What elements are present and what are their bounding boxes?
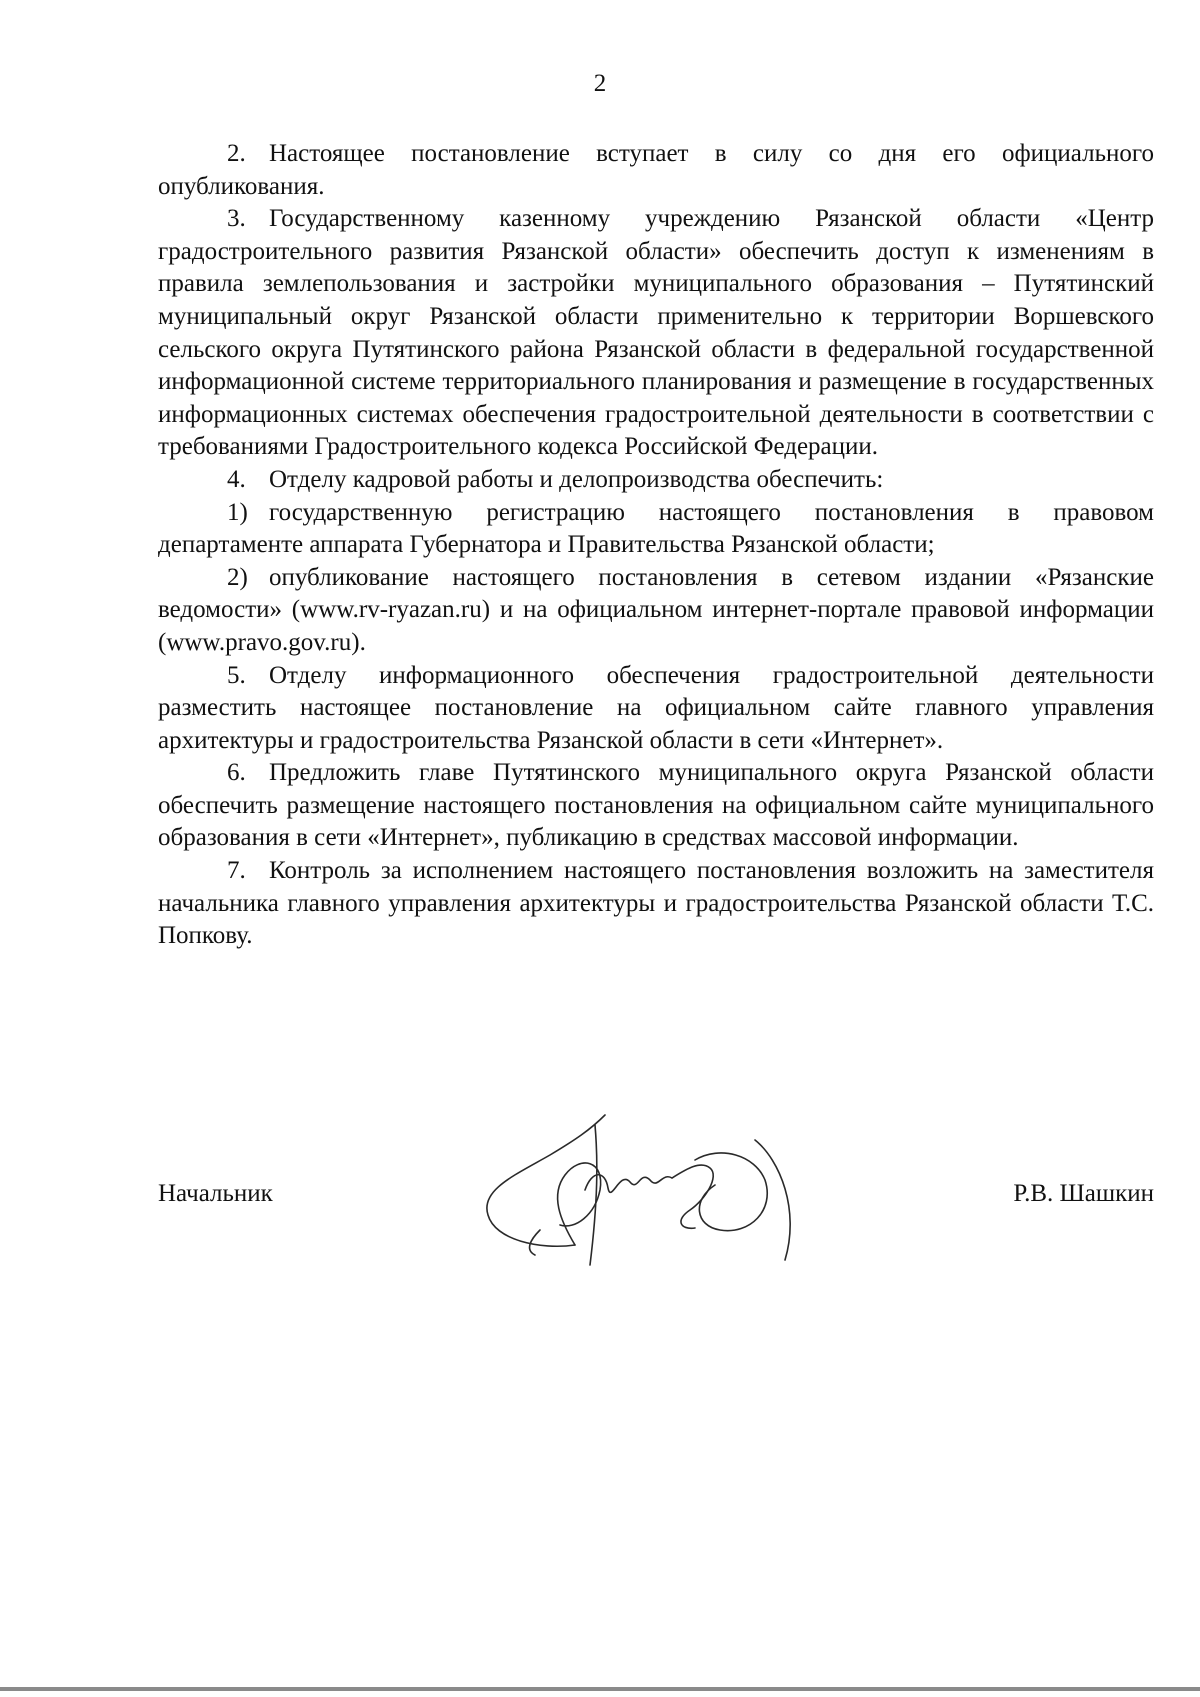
subparagraph-4-1: [158, 497, 1154, 562]
paragraph-text: Настоящее постановление вступает в силу со дня его официального опубликования.: [158, 140, 1154, 200]
scan-edge-divider: [0, 1687, 1200, 1691]
paragraph-text: Предложить главе Путятинского муниципального округа Рязанской области обеспечить размещение настоящего постановления на официальном сайте муниципального образования в сети «Интернет», публикацию в средствах массовой информации.: [158, 759, 1154, 852]
subparagraph-4-2: [158, 562, 1154, 660]
paragraph-number: 2): [227, 563, 248, 591]
paragraph-5: [158, 660, 1154, 758]
paragraph-text: Государственному казенному учреждению Рязанской области «Центр градостроительного развития Рязанской области» обеспечить доступ к изменениям в правила землепользования и застройки муниципального образования – Путятинский муниципальный округ Рязанской области применительно к территории Воршевского сельского округа Путятинского района Рязанской области в федеральной государственной информационной системе территориального планирования и размещение в государственных информационных системах обеспечения градостроительной деятельности в соответствии с требованиями Градостроительного кодекса Российской Федерации.: [158, 205, 1154, 461]
signatory-title: Начальник: [158, 1180, 273, 1207]
paragraph-text: Отделу информационного обеспечения градостроительной деятельности разместить настоящее постановление на официальном сайте главного управления архитектуры и градостроительства Рязанской области в сети «Интернет».: [158, 661, 1154, 754]
paragraph-4: [158, 464, 1154, 497]
paragraph-6: [158, 757, 1154, 855]
paragraph-number: 4.: [227, 465, 246, 493]
paragraph-text: Контроль за исполнением настоящего постановления возложить на заместителя начальника главного управления архитектуры и градостроительства Рязанской области Т.С. Попкову.: [158, 857, 1154, 950]
paragraph-text: государственную регистрацию настоящего постановления в правовом департаменте аппарата Губернатора и Правительства Рязанской области;: [158, 498, 1154, 559]
paragraph-number: 1): [227, 498, 248, 526]
page-number: 2: [593, 70, 607, 97]
paragraph-2: [158, 138, 1154, 203]
document-body: [158, 138, 1154, 953]
paragraph-number: 5.: [227, 661, 246, 689]
paragraph-number: 2.: [227, 140, 246, 167]
paragraph-7: [158, 855, 1154, 953]
paragraph-number: 6.: [227, 759, 246, 787]
signatory-name: Р.В. Шашкин: [1013, 1180, 1154, 1207]
signature-block: [158, 1180, 1154, 1220]
paragraph-number: 7.: [227, 857, 246, 885]
paragraph-text: опубликование настоящего постановления в сетевом издании «Рязанские ведомости» (www.rv-ryazan.ru) и на официальном интернет-портале правовой информации (www.pravo.gov.ru).: [158, 563, 1154, 656]
paragraph-3: [158, 203, 1154, 464]
paragraph-number: 3.: [227, 205, 246, 233]
paragraph-text: Отделу кадровой работы и делопроизводства обеспечить:: [269, 465, 884, 493]
